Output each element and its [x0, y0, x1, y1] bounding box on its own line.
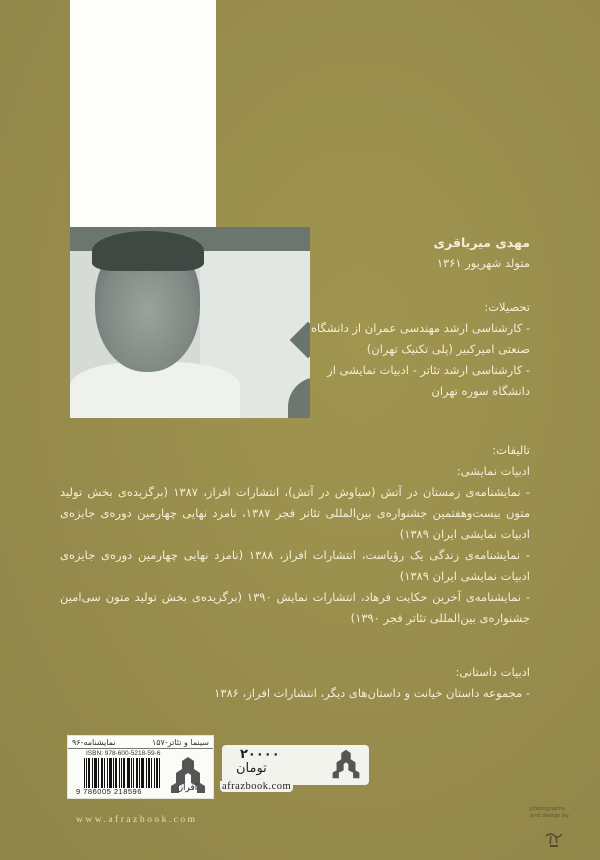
publisher-website: www.afrazbook.com: [76, 815, 198, 825]
price-currency: تومان: [236, 761, 267, 776]
price-sticker: [222, 745, 369, 792]
isbn-number: ISBN: 978-600-5218-59-6: [86, 750, 161, 757]
credit-line-2: and design by: [530, 813, 569, 819]
fiction-heading: ادبیات داستانی:: [455, 665, 530, 679]
series-cinema-theatre: سینما و تئاتر-۱۵۷: [151, 738, 209, 747]
dramatic-item: - نمایشنامه‌ی زمستان در آتش (سیاوش در آتش)، انتشارات افراز، ۱۳۸۷ (برگزیده‌ی بخش تولید متون بیست‌وهفتمین جشنواره‌ی بین‌المللی تئاتر فجر ۱۳۸۷، نامزد نهایی چهارمین دوره‌ی جایزه‌ی ادبیات نمایشی ایران ۱۳۸۹): [60, 485, 531, 541]
dramatic-heading: ادبیات نمایشی:: [456, 464, 530, 478]
afraz-logo-icon: [169, 755, 207, 795]
dramatic-item: - نمایشنامه‌ی زندگی یک رؤیاست، انتشارات افراز، ۱۳۸۸ (نامزد نهایی چهارمین دوره‌ی جایزه‌ی ادبیات نمایشی ایران ۱۳۸۹): [60, 548, 530, 583]
education-item: - کارشناسی ارشد تئاتر - ادبیات نمایشی از دانشگاه سوره تهران: [327, 363, 530, 398]
author-photo: [70, 227, 310, 418]
dramatic-item: - نمایشنامه‌ی آخرین حکایت فرهاد، انتشارات نمایش ۱۳۹۰ (برگزیده‌ی بخش تولید متون سی‌امین جشنواره‌ی بین‌المللی تئاتر فجر ۱۳۹۰): [60, 590, 530, 625]
series-line: [68, 736, 213, 749]
price-url: afrazbook.com: [222, 781, 292, 792]
barcode-digits: 9 786005 218596: [76, 787, 142, 796]
author-info: [320, 232, 530, 274]
designer-signature-icon: [543, 830, 565, 848]
isbn-barcode-label: [67, 735, 214, 799]
barcode: [84, 758, 172, 788]
afraz-logo-icon: [331, 747, 361, 781]
education-heading: تحصیلات:: [484, 300, 530, 314]
credit-line-1: photography: [530, 806, 566, 812]
white-decorative-strip: [70, 0, 216, 228]
svg-text:افراز: افراز: [178, 783, 198, 793]
fiction-item: - مجموعه داستان خیانت و داستان‌های دیگر، انتشارات افراز، ۱۳۸۶: [214, 686, 530, 700]
education-item: - کارشناسی ارشد مهندسی عمران از دانشگاه صنعتی امیرکبیر (پلی تکنیک تهران): [311, 321, 530, 356]
works-section: [60, 440, 530, 629]
fiction-section: [60, 662, 530, 704]
price-amount: ۲۰۰۰۰: [240, 747, 280, 762]
design-credit: [530, 806, 590, 820]
works-heading: تالیفات:: [492, 443, 530, 457]
series-play: نمایشنامه-۹۶: [72, 738, 116, 747]
author-name: مهدی میرباقری: [433, 235, 530, 250]
education-section: [310, 297, 530, 402]
author-birth: متولد شهریور ۱۳۶۱: [436, 256, 530, 270]
